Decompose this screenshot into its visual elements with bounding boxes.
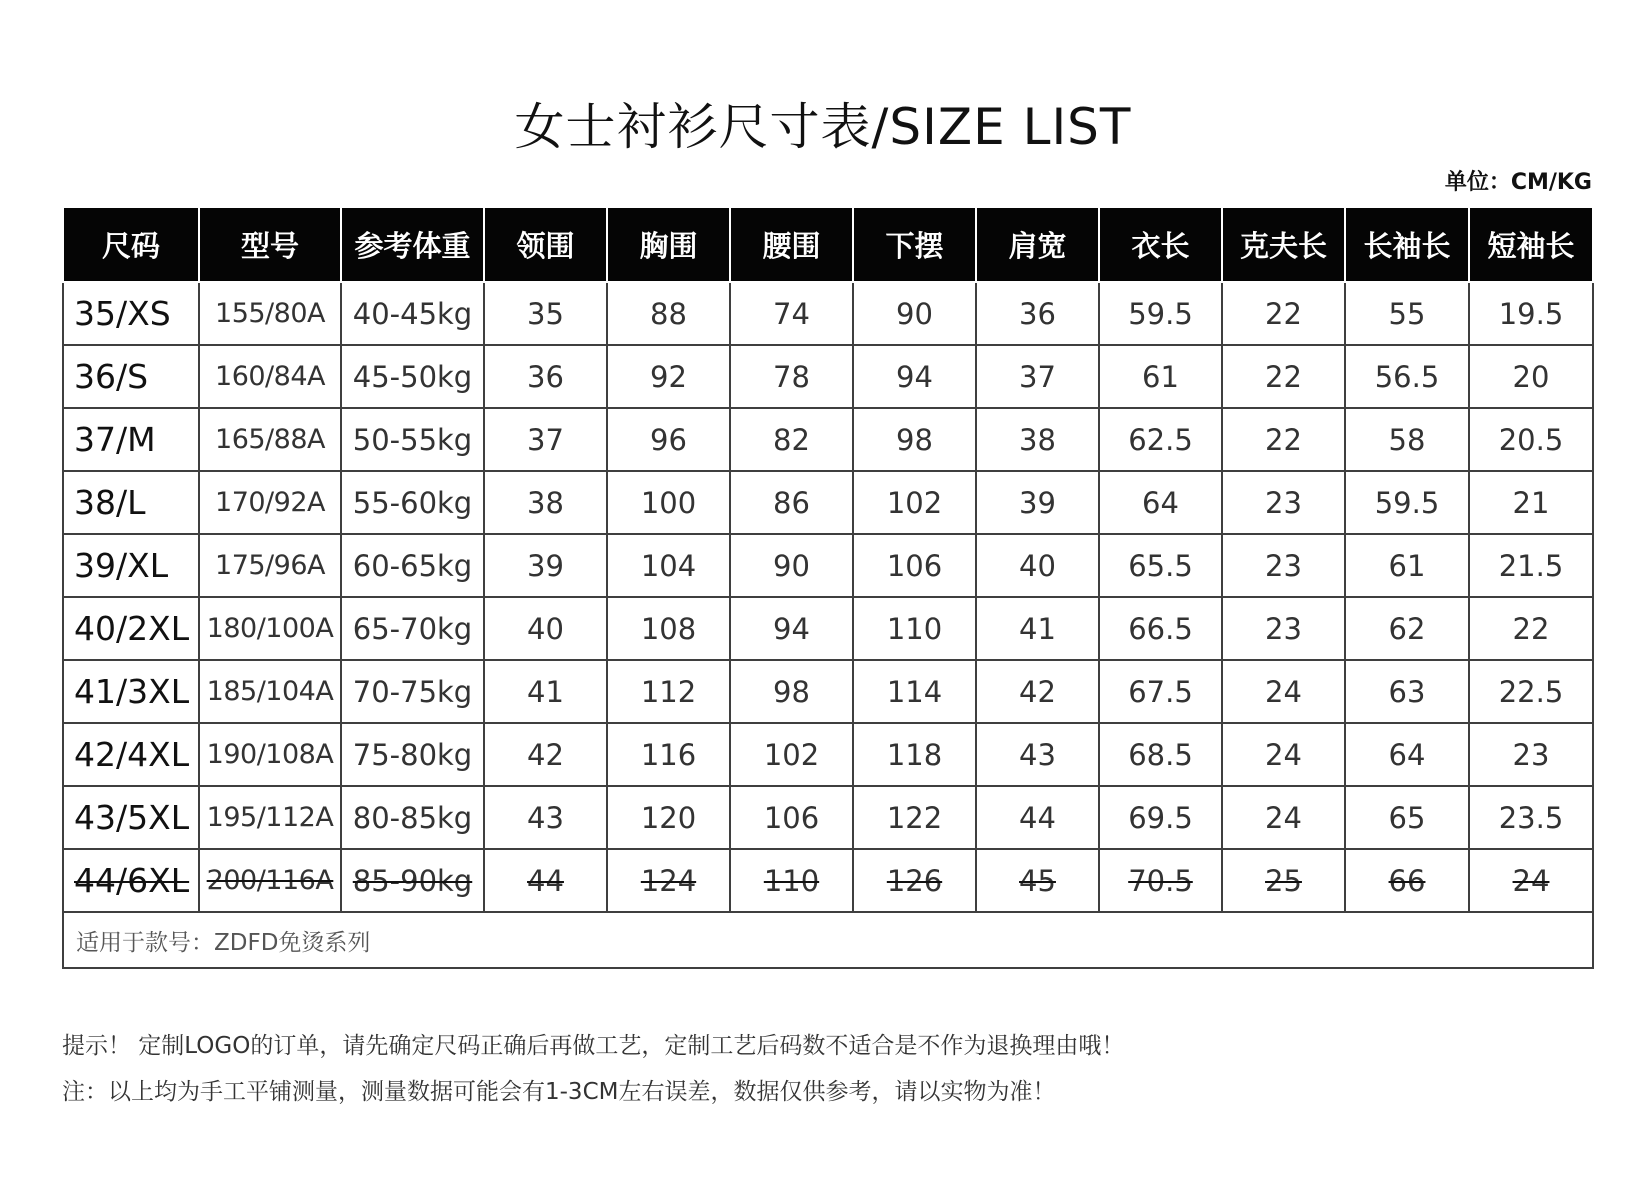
cell-long-sleeve: 58 [1345,408,1469,471]
table-row [63,282,1593,345]
cell-length: 66.5 [1099,597,1222,660]
cell-cuff: 23 [1222,597,1345,660]
cell-collar: 42 [484,723,607,786]
cell-chest: 88 [607,282,730,345]
cell-model: 200/116A [199,849,341,912]
cell-cuff: 23 [1222,471,1345,534]
cell-weight: 45-50kg [341,345,484,408]
cell-collar: 43 [484,786,607,849]
cell-size: 36/S [63,345,199,408]
cell-shoulder: 45 [976,849,1099,912]
cell-cuff: 22 [1222,282,1345,345]
cell-long-sleeve: 59.5 [1345,471,1469,534]
cell-short-sleeve: 20 [1469,345,1593,408]
cell-cuff: 24 [1222,660,1345,723]
cell-hem: 90 [853,282,976,345]
page-title: 女士衬衫尺寸表/SIZE LIST [514,98,1132,156]
cell-length: 69.5 [1099,786,1222,849]
cell-model: 160/84A [199,345,341,408]
cell-waist: 74 [730,282,853,345]
cell-model: 195/112A [199,786,341,849]
cell-hem: 102 [853,471,976,534]
cell-hem: 106 [853,534,976,597]
cell-shoulder: 36 [976,282,1099,345]
cell-shoulder: 40 [976,534,1099,597]
cell-hem: 114 [853,660,976,723]
cell-model: 165/88A [199,408,341,471]
cell-waist: 90 [730,534,853,597]
cell-short-sleeve: 22 [1469,597,1593,660]
cell-model: 175/96A [199,534,341,597]
cell-cuff: 22 [1222,408,1345,471]
cell-shoulder: 42 [976,660,1099,723]
cell-weight: 60-65kg [341,534,484,597]
cell-size: 43/5XL [63,786,199,849]
cell-weight: 80-85kg [341,786,484,849]
header-collar: 领围 [484,207,607,282]
cell-weight: 65-70kg [341,597,484,660]
cell-short-sleeve: 23 [1469,723,1593,786]
cell-long-sleeve: 65 [1345,786,1469,849]
cell-model: 185/104A [199,660,341,723]
table-row [63,597,1593,660]
cell-size: 42/4XL [63,723,199,786]
cell-size: 37/M [63,408,199,471]
cell-long-sleeve: 56.5 [1345,345,1469,408]
cell-waist: 94 [730,597,853,660]
header-shoulder: 肩宽 [976,207,1099,282]
cell-hem: 118 [853,723,976,786]
table-body [63,282,1593,912]
cell-cuff: 22 [1222,345,1345,408]
cell-chest: 124 [607,849,730,912]
cell-chest: 108 [607,597,730,660]
cell-length: 65.5 [1099,534,1222,597]
cell-waist: 102 [730,723,853,786]
cell-shoulder: 43 [976,723,1099,786]
cell-short-sleeve: 24 [1469,849,1593,912]
cell-weight: 50-55kg [341,408,484,471]
header-model: 型号 [199,207,341,282]
header-chest: 胸围 [607,207,730,282]
table-row [63,723,1593,786]
cell-cuff: 23 [1222,534,1345,597]
cell-hem: 94 [853,345,976,408]
cell-collar: 44 [484,849,607,912]
header-short-sleeve: 短袖长 [1469,207,1593,282]
cell-waist: 98 [730,660,853,723]
cell-model: 170/92A [199,471,341,534]
cell-waist: 82 [730,408,853,471]
cell-long-sleeve: 55 [1345,282,1469,345]
table-row [63,345,1593,408]
cell-shoulder: 38 [976,408,1099,471]
cell-waist: 110 [730,849,853,912]
cell-shoulder: 41 [976,597,1099,660]
cell-waist: 86 [730,471,853,534]
cell-waist: 106 [730,786,853,849]
cell-length: 59.5 [1099,282,1222,345]
cell-long-sleeve: 66 [1345,849,1469,912]
cell-collar: 40 [484,597,607,660]
cell-length: 61 [1099,345,1222,408]
cell-cuff: 25 [1222,849,1345,912]
cell-long-sleeve: 61 [1345,534,1469,597]
size-table-container [62,206,1592,969]
cell-size: 41/3XL [63,660,199,723]
header-weight: 参考体重 [341,207,484,282]
cell-weight: 85-90kg [341,849,484,912]
cell-size: 44/6XL [63,849,199,912]
header-waist: 腰围 [730,207,853,282]
cell-collar: 39 [484,534,607,597]
unit-label: 单位：CM/KG [1444,170,1592,195]
cell-collar: 36 [484,345,607,408]
cell-short-sleeve: 22.5 [1469,660,1593,723]
cell-short-sleeve: 23.5 [1469,786,1593,849]
header-length: 衣长 [1099,207,1222,282]
tip-line-custom-logo: 提示！ 定制LOGO的订单，请先确定尺码正确后再做工艺，定制工艺后码数不适合是不作为退换理由哦！ [62,1033,1125,1059]
cell-short-sleeve: 19.5 [1469,282,1593,345]
cell-chest: 112 [607,660,730,723]
cell-shoulder: 39 [976,471,1099,534]
table-header-row [63,207,1593,282]
cell-size: 39/XL [63,534,199,597]
cell-chest: 116 [607,723,730,786]
cell-shoulder: 37 [976,345,1099,408]
table-row [63,534,1593,597]
table-row [63,849,1593,912]
cell-length: 62.5 [1099,408,1222,471]
table-row [63,786,1593,849]
cell-short-sleeve: 20.5 [1469,408,1593,471]
cell-hem: 110 [853,597,976,660]
cell-long-sleeve: 64 [1345,723,1469,786]
cell-model: 180/100A [199,597,341,660]
cell-collar: 38 [484,471,607,534]
cell-weight: 40-45kg [341,282,484,345]
cell-chest: 104 [607,534,730,597]
header-long-sleeve: 长袖长 [1345,207,1469,282]
cell-length: 67.5 [1099,660,1222,723]
table-row [63,660,1593,723]
cell-size: 35/XS [63,282,199,345]
cell-shoulder: 44 [976,786,1099,849]
cell-length: 64 [1099,471,1222,534]
cell-model: 155/80A [199,282,341,345]
header-hem: 下摆 [853,207,976,282]
cell-chest: 96 [607,408,730,471]
cell-cuff: 24 [1222,723,1345,786]
cell-length: 68.5 [1099,723,1222,786]
cell-hem: 126 [853,849,976,912]
table-footnote-row [63,912,1593,968]
cell-hem: 122 [853,786,976,849]
cell-length: 70.5 [1099,849,1222,912]
cell-collar: 37 [484,408,607,471]
cell-size: 38/L [63,471,199,534]
tips-block [62,1023,1124,1115]
size-table [62,206,1594,969]
tip-line-measurement-note: 注：以上均为手工平铺测量，测量数据可能会有1-3CM左右误差，数据仅供参考，请以实物为准！ [62,1079,1056,1105]
header-cuff: 克夫长 [1222,207,1345,282]
cell-short-sleeve: 21 [1469,471,1593,534]
table-row [63,471,1593,534]
cell-long-sleeve: 62 [1345,597,1469,660]
cell-short-sleeve: 21.5 [1469,534,1593,597]
cell-collar: 41 [484,660,607,723]
cell-weight: 55-60kg [341,471,484,534]
cell-collar: 35 [484,282,607,345]
cell-weight: 75-80kg [341,723,484,786]
cell-waist: 78 [730,345,853,408]
table-footnote: 适用于款号：ZDFD免烫系列 [63,912,1593,968]
cell-long-sleeve: 63 [1345,660,1469,723]
cell-cuff: 24 [1222,786,1345,849]
cell-model: 190/108A [199,723,341,786]
cell-size: 40/2XL [63,597,199,660]
cell-weight: 70-75kg [341,660,484,723]
table-row [63,408,1593,471]
cell-chest: 92 [607,345,730,408]
cell-chest: 100 [607,471,730,534]
cell-chest: 120 [607,786,730,849]
cell-hem: 98 [853,408,976,471]
header-size: 尺码 [63,207,199,282]
